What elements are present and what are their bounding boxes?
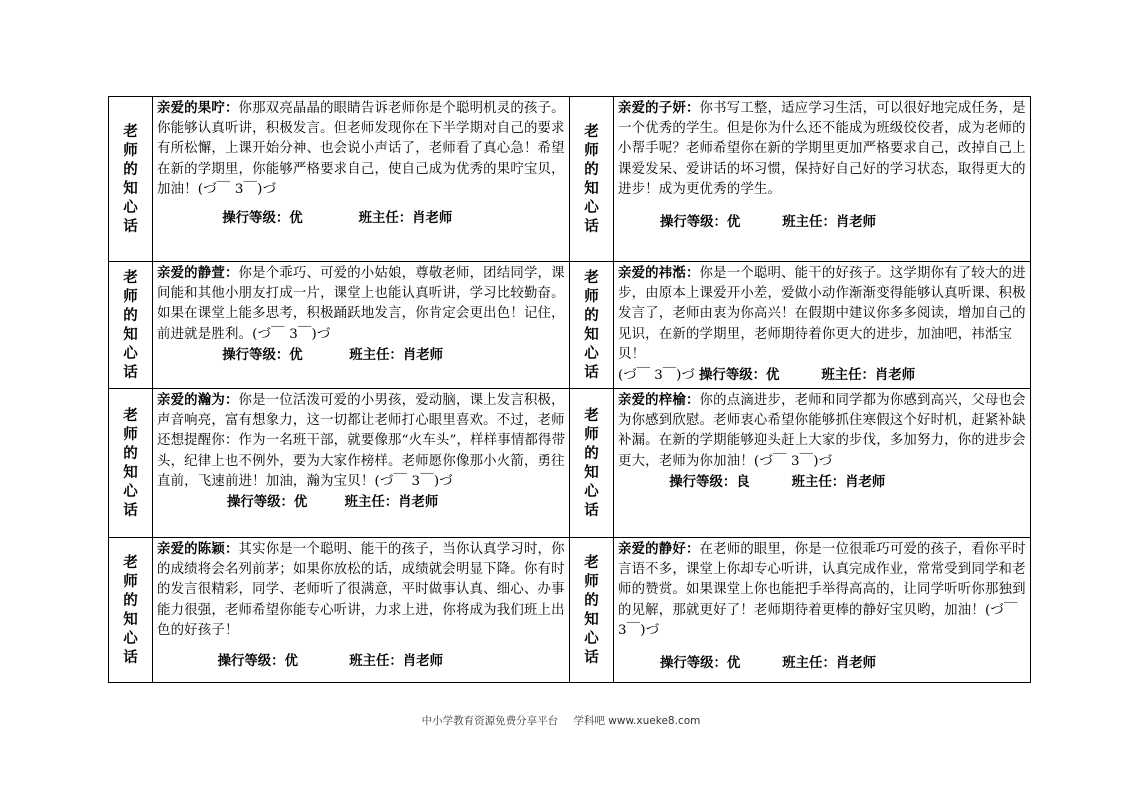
footer-site-link[interactable]: 学科吧 www.xueke8.com bbox=[573, 715, 701, 727]
comment-text: 亲爱的子妍：你书写工整，适应学习生活，可以很好地完成任务，是一个优秀的学生。但是你为什么还不能成为班级佼佼者，成为老师的小帮手呢？老师希望你在新的学期里更加严格要求自己，改掉自己上课爱发呆、爱讲话的坏习惯，保持好自己好的学习状态，取得更大的进步！成为更优秀的学生。 bbox=[618, 100, 1026, 197]
comment-text: 亲爱的陈颖：其实你是一个聪明、能干的孩子，当你认真学习时，你的成绩将会名列前茅；如果你放松的话，成绩就会明显下降。你有时的发言很精彩，同学、老师听了很满意，平时做事认真、细心、办事能力很强，老师希望你能专心听讲，力求上进，你将成为我们班上出色的好孩子！ bbox=[157, 541, 565, 638]
grade-line: 操行等级：优 班主任：肖老师 bbox=[226, 494, 439, 511]
side-label: 老 师 的 知 心 话 bbox=[570, 262, 614, 389]
comment-table bbox=[108, 96, 1031, 683]
side-label: 老 师 的 知 心 话 bbox=[570, 389, 614, 538]
student-name: 亲爱的静好： bbox=[618, 541, 700, 557]
side-label: 老 师 的 知 心 话 bbox=[109, 97, 153, 262]
side-label: 老 师 的 知 心 话 bbox=[109, 538, 153, 683]
side-label: 老 师 的 知 心 话 bbox=[109, 262, 153, 389]
comment-text: 亲爱的果咛：你那双亮晶晶的眼睛告诉老师你是个聪明机灵的孩子。你能够认真听讲，积极发言。但老师发现你在下半学期对自己的要求有所松懈，上课开始分神、也会说小声话了，老师看了真心急！希望在新的学期里，你能够严格要求自己，使自己成为优秀的果咛宝贝，加油！(づ￣ 3￣)づ bbox=[157, 100, 565, 197]
comment-cell bbox=[614, 538, 1031, 683]
side-label: 老 师 的 知 心 话 bbox=[570, 97, 614, 262]
grade-line: 操行等级：优 班主任：肖老师 bbox=[659, 655, 877, 672]
comment-text: 亲爱的祎湉：你是一个聪明、能干的好孩子。这学期你有了较大的进步，由原本上课爱开小差，爱做小动作渐渐变得能够认真听课、积极发言了，老师由衷为你高兴！在假期中建议你多多阅读，增加自己的见识，在新的学期里，老师期待着你更大的进步，加油吧，祎湉宝贝！ bbox=[618, 265, 1026, 362]
student-name: 亲爱的子妍： bbox=[618, 100, 700, 116]
grade-line: (づ￣ 3￣)づ 操行等级：优 班主任：肖老师 bbox=[618, 367, 916, 384]
grade-line: 操行等级：良 班主任：肖老师 bbox=[669, 473, 886, 490]
grade-line: 操行等级：优 班主任：肖老师 bbox=[217, 653, 443, 670]
side-label: 老 师 的 知 心 话 bbox=[570, 538, 614, 683]
comment-text: 亲爱的梓榆：你的点滴进步，老师和同学都为你感到高兴，父母也会为你感到欣慰。老师衷心希望你能够抓住寒假这个好时机，赶紧补缺补漏。在新的学期能够迎头赶上大家的步伐，多加努力，你的进步会更大，老师为你加油！(づ￣ 3￣)づ bbox=[618, 392, 1026, 469]
student-name: 亲爱的瀚为： bbox=[157, 392, 239, 408]
grade-line: 操行等级：优 班主任：肖老师 bbox=[222, 346, 443, 363]
comment-cell bbox=[153, 389, 570, 538]
grade-line: 操行等级：优 班主任：肖老师 bbox=[222, 210, 453, 227]
comment-cell bbox=[614, 389, 1031, 538]
student-name: 亲爱的梓榆： bbox=[618, 392, 700, 408]
side-label: 老 师 的 知 心 话 bbox=[109, 389, 153, 538]
comment-cell bbox=[614, 97, 1031, 262]
student-name: 亲爱的果咛： bbox=[157, 100, 239, 116]
student-name: 亲爱的祎湉： bbox=[618, 265, 700, 281]
table-row bbox=[109, 538, 1031, 683]
table-row bbox=[109, 262, 1031, 389]
student-name: 亲爱的陈颖： bbox=[157, 541, 239, 557]
comment-text: 亲爱的瀚为：你是一位活泼可爱的小男孩，爱动脑，课上发言积极，声音响亮，富有想象力，这一切都让老师打心眼里喜欢。不过，老师还想提醒你：作为一名班干部，就要像那“火车头”，样样事情都得带头，纪律上也不例外，要为大家作榜样。老师愿你像那小火箭，勇往直前，飞速前进！加油，瀚为宝贝！(づ￣ 3￣)づ bbox=[157, 392, 566, 489]
comment-cell bbox=[614, 262, 1031, 389]
comment-text: 亲爱的静好：在老师的眼里，你是一位很乖巧可爱的孩子，看你平时言语不多，课堂上你却专心听讲，认真完成作业，常常受到同学和老师的赞赏。如果课堂上你也能把手举得高高的，让同学听听你那独到的见解，那就更好了！老师期待着更棒的静好宝贝哟，加油！(づ￣ 3￣)づ bbox=[618, 541, 1026, 638]
table-row bbox=[109, 389, 1031, 538]
comment-cell bbox=[153, 538, 570, 683]
comment-cell bbox=[153, 262, 570, 389]
page-footer bbox=[0, 713, 1122, 728]
student-name: 亲爱的静萱： bbox=[157, 265, 239, 281]
comment-text: 亲爱的静萱：你是个乖巧、可爱的小姑娘，尊敬老师，团结同学，课间能和其他小朋友打成一片，课堂上也能认真听讲，学习比较勤奋。如果在课堂上能多思考，积极踊跃地发言，你肯定会更出色！记住，前进就是胜利。(づ￣ 3￣)づ bbox=[157, 265, 565, 342]
grade-line: 操行等级：优 班主任：肖老师 bbox=[659, 214, 877, 231]
footer-text: 中小学教育资源免费分享平台 bbox=[421, 715, 559, 727]
table-row bbox=[109, 97, 1031, 262]
comment-cell bbox=[153, 97, 570, 262]
